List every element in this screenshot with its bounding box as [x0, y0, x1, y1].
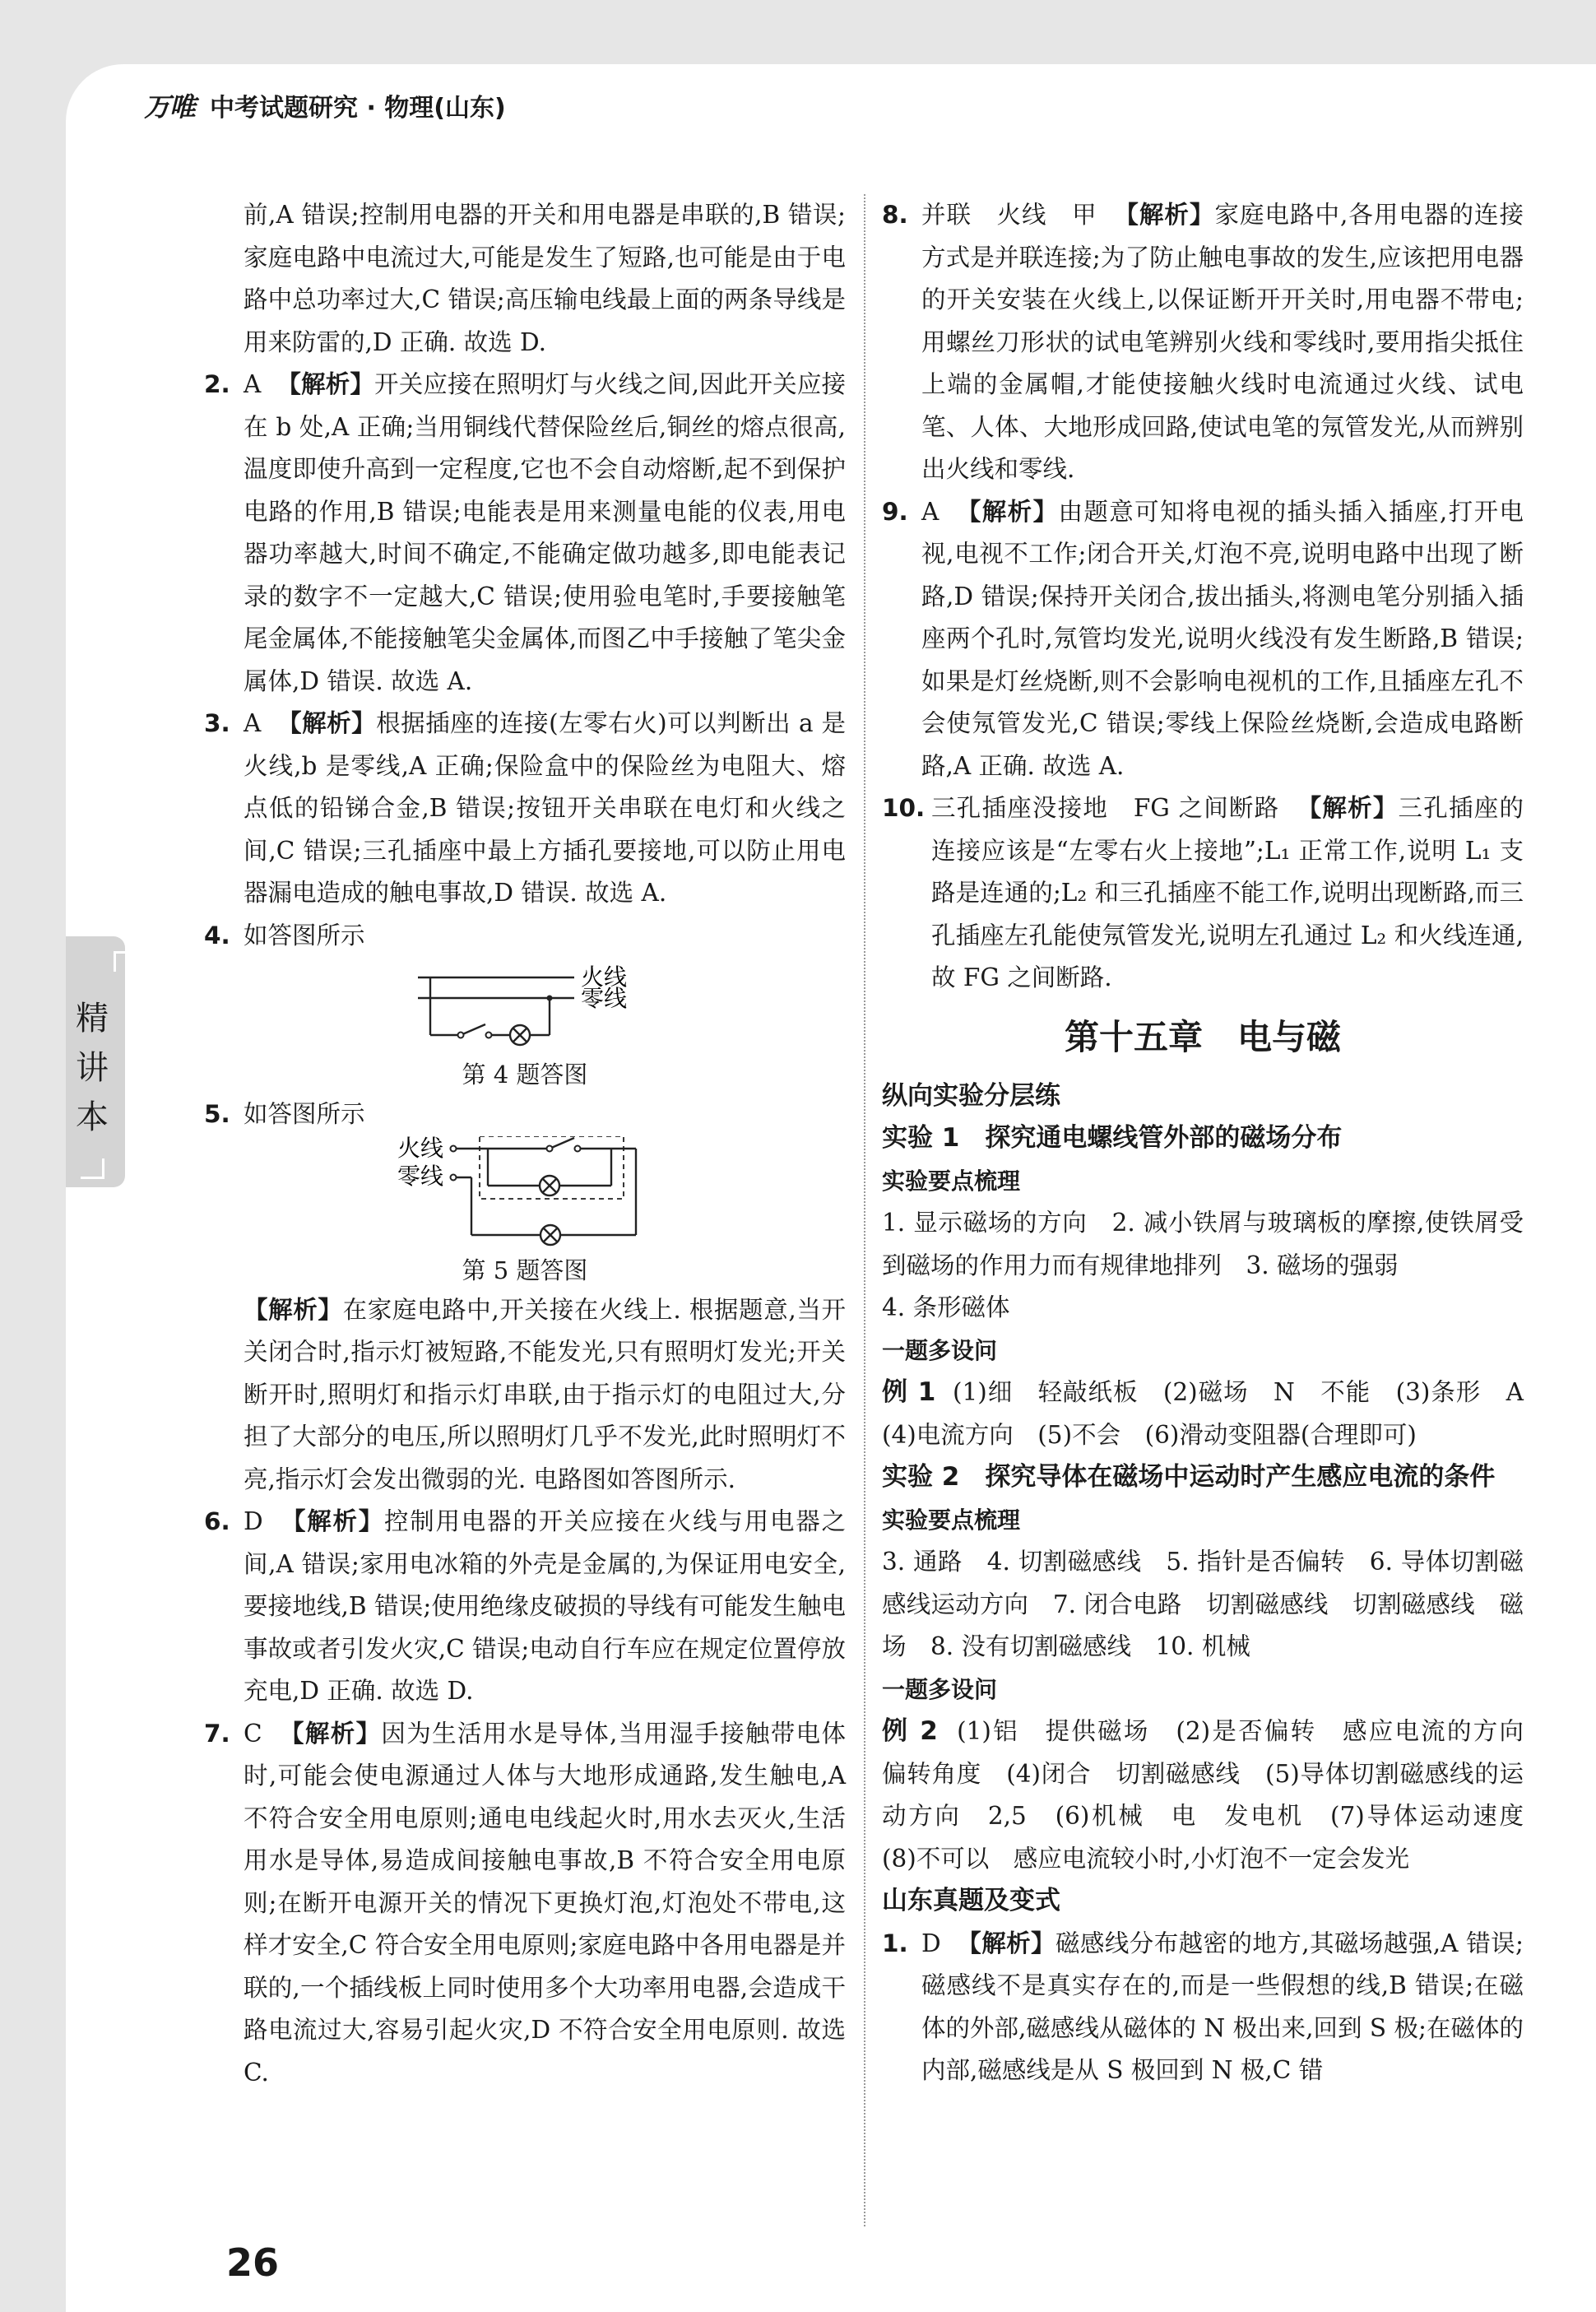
- example-text: (1)铝 提供磁场 (2)是否偏转 感应电流的方向 偏转角度 (4)闭合 切割磁感线 (5)导体切割磁感线的运动方向 2,5 (6)机械 电 发电机 (7)导体运动速度 (8)不可以 感应电流较小时,小灯泡不一定会发光: [882, 1717, 1548, 1873]
- item-number: 8.: [882, 201, 908, 229]
- page-header: [144, 81, 506, 130]
- experiment-1-title: 实验 1 探究通电螺线管外部的磁场分布: [882, 1123, 1343, 1153]
- example-2: [882, 1711, 1548, 1880]
- analysis-text: 控制用电器的开关应接在火线与用电器之间,A 错误;家用电冰箱的外壳是金属的,为保证用电安全,要接地线,B 错误;使用绝缘皮破损的导线有可能发生触电事故或者引发火灾,C 错误;电动自行车应在规定位置停放充电,D 正确. 故选 D.: [244, 1507, 846, 1705]
- subsection-heading: 实验要点梳理: [882, 1167, 1021, 1195]
- answer-item-6: [204, 1501, 846, 1713]
- figure-caption-4: 第 4 题答图: [462, 1061, 588, 1089]
- key-points-1: 1. 显示磁场的方向 2. 减小铁屑与玻璃板的摩擦,使铁屑受到磁场的作用力而有规律地排列 3. 磁场的强弱: [882, 1209, 1524, 1279]
- answer-choice: A: [244, 370, 262, 398]
- answer-choice: C: [244, 1719, 262, 1748]
- side-tab-char: 讲: [76, 1049, 109, 1087]
- page-number: 26: [226, 2240, 280, 2285]
- answer-item-9: [882, 491, 1524, 788]
- book-title: 中考试题研究 · 物理(山东): [210, 94, 506, 123]
- circuit-diagram-5: [389, 1136, 661, 1251]
- switch-contact: [486, 1033, 492, 1038]
- column-divider: [864, 194, 865, 2226]
- section-heading: 山东真题及变式: [882, 1886, 1060, 1915]
- answer-item-10: [882, 787, 1524, 1000]
- switch-contact: [458, 1033, 464, 1038]
- subsection-heading: 一题多设问: [882, 1336, 998, 1364]
- neutral-wire-label: 零线: [581, 985, 628, 1012]
- example-text: (1)细 轻敲纸板 (2)磁场 N 不能 (3)条形 A (4)电流方向 (5)不会 (6)滑动变阻器(合理即可): [882, 1378, 1548, 1449]
- item-number: 7.: [204, 1719, 230, 1748]
- answer-item-5: [204, 1093, 846, 1136]
- side-tab-label: [76, 994, 109, 1142]
- item-text: 如答图所示: [244, 921, 365, 949]
- item-number: 5.: [204, 1100, 230, 1128]
- analysis-text: 开关应接在照明灯与火线之间,因此开关应接在 b 处,A 正确;当用铜线代替保险丝后,铜丝的熔点很高,温度即使升高到一定程度,它也不会自动熔断,起不到保护电路的作用,B 错误;电能表是用来测量电能的仪表,用电器功率越大,时间不确定,不能确定做功越多,即电能表记录的数字不一定越大,C 错误;使用验电笔时,手要接触笔尾金属体,不能接触笔尖金属体,而图乙中手接触了笔尖金属体,D 错误. 故选 A.: [244, 370, 846, 695]
- page: [66, 64, 1596, 2312]
- answer-item-4: [204, 915, 846, 958]
- experiment-2-title: 实验 2 探究导体在磁场中运动时产生感应电流的条件: [882, 1462, 1496, 1492]
- answer-item-8: [882, 194, 1524, 491]
- answer-item-2: [204, 364, 846, 703]
- answer-choice: A: [921, 497, 940, 526]
- item-number: 10.: [882, 794, 926, 822]
- answer-text: 三孔插座没接地 FG 之间断路: [931, 794, 1280, 822]
- terminal: [451, 1145, 457, 1151]
- subsection-heading: 实验要点梳理: [882, 1506, 1021, 1534]
- terminal: [451, 1174, 457, 1180]
- answer-text: 并联 火线 甲: [921, 201, 1097, 229]
- example-label: 例 1: [882, 1377, 936, 1407]
- example-label: 例 2: [882, 1716, 938, 1746]
- analysis-text: 因为生活用水是导体,当用湿手接触带电体时,可能会使电源通过人体与大地形成通路,发生触电,A 不符合安全用电原则;通电电线起火时,用水去灭火,生活用水是导体,易造成间接触电事故,B 不符合安全用电原则;在断开电源开关的情况下更换灯泡,灯泡处不带电,这样才安全,C 符合安全用电原则;家庭电路中各用电器是并联的,一个插线板上同时使用多个大功率用电器,会造成干路电流过大,容易引起火灾,D 不符合安全用电原则. 故选 C.: [244, 1719, 846, 2087]
- analysis-text: 由题意可知将电视的插头插入插座,打开电视,电视不工作;闭合开关,灯泡不亮,说明电路中出现了断路,D 错误;保持开关闭合,拔出插头,将测电笔分别插入插座两个孔时,氖管均发光,说明火线没有发生断路,B 错误;如果是灯丝烧断,则不会影响电视机的工作,且插座左孔不会使氖管发光,C 错误;零线上保险丝烧断,会造成电路断路,A 正确. 故选 A.: [921, 497, 1524, 780]
- chapter-title: 第十五章 电与磁: [1064, 1016, 1341, 1057]
- neutral-wire-label: 零线: [397, 1162, 444, 1190]
- item-1-continued: 前,A 错误;控制用电器的开关和用电器是串联的,B 错误;家庭电路中电流过大,可能是发生了短路,也可能是由于电路中总功率过大,C 错误;高压输电线最上面的两条导线是用来防雷的,D 正确. 故选 D.: [244, 201, 846, 356]
- subsection-heading: 一题多设问: [882, 1675, 998, 1703]
- item-number: 1.: [882, 1929, 908, 1957]
- item-number: 2.: [204, 370, 230, 398]
- right-column: [882, 194, 1548, 2092]
- answer-choice: D: [244, 1507, 263, 1535]
- item-number: 4.: [204, 921, 230, 949]
- item-number: 6.: [204, 1507, 230, 1535]
- answer-item-7: [204, 1713, 846, 2095]
- analysis-text: 在家庭电路中,开关接在火线上. 根据题意,当开关闭合时,指示灯被短路,不能发光,只有照明灯发光;开关断开时,照明灯和指示灯串联,由于指示灯的电阻过大,分担了大部分的电压,所以照明灯几乎不发光,此时照明灯不亮,指示灯会发出微弱的光. 电路图如答图所示.: [244, 1295, 846, 1493]
- analysis-tag: 【解析】: [280, 1719, 382, 1748]
- item-5-analysis: [204, 1289, 846, 1502]
- answer-choice: A: [244, 709, 262, 737]
- key-points-2: 3. 通路 4. 切割磁感线 5. 指针是否偏转 6. 导体切割磁感线运动方向 7. 闭合电路 切割磁感线 切割磁感线 磁场 8. 没有切割磁感线 10. 机械: [882, 1548, 1524, 1660]
- analysis-text: 磁感线分布越密的地方,其磁场越强,A 错误;磁感线不是真实存在的,而是一些假想的线,B 错误;在磁体的外部,磁感线从磁体的 N 极出来,回到 S 极;在磁体的内部,磁感线是从 S 极回到 N 极,C 错: [921, 1929, 1524, 2084]
- analysis-tag: 【解析】: [276, 370, 375, 398]
- bracket-decoration: [114, 951, 137, 972]
- analysis-text: 三孔插座的连接应该是“左零右火上接地”;L₁ 正常工作,说明 L₁ 支路是连通的;L₂ 和三孔插座不能工作,说明出现断路,而三孔插座左孔能使氖管发光,说明左孔通过 L₂ 和火线连通,故 FG 之间断路.: [931, 794, 1524, 991]
- brand-logo: 万唯: [144, 91, 196, 123]
- side-tab[interactable]: [66, 936, 125, 1187]
- side-tab-char: 本: [76, 1098, 109, 1136]
- item-text: 如答图所示: [244, 1100, 365, 1128]
- circuit-diagram-4: [393, 957, 656, 1056]
- analysis-tag: 【解析】: [277, 709, 377, 737]
- side-tab-char: 精: [76, 1000, 109, 1038]
- example-1: [882, 1372, 1548, 1456]
- analysis-tag: 【解析】: [1114, 201, 1215, 229]
- answer-item-3: [204, 703, 846, 915]
- item-number: 3.: [204, 709, 230, 737]
- analysis-tag: 【解析】: [1297, 794, 1399, 822]
- analysis-text: 家庭电路中,各用电器的连接方式是并联连接;为了防止触电事故的发生,应该把用电器的开关安装在火线上,以保证断开开关时,用电器不带电;用螺丝刀形状的试电笔辨别火线和零线时,要用指尖抵住上端的金属帽,才能使接触火线时电流通过火线、试电笔、人体、大地形成回路,使试电笔的氖管发光,从而辨别出火线和零线.: [921, 201, 1524, 483]
- analysis-tag: 【解析】: [244, 1295, 343, 1324]
- analysis-text: 根据插座的连接(左零右火)可以判断出 a 是火线,b 是零线,A 正确;保险盒中的保险丝为电阻大、熔点低的铅锑合金,B 错误;按钮开关串联在电灯和火线之间,C 错误;三孔插座中最上方插孔要接地,可以防止用电器漏电造成的触电事故,D 错误. 故选 A.: [244, 709, 846, 907]
- bracket-decoration: [81, 1158, 104, 1179]
- answer-choice: D: [921, 1929, 941, 1957]
- analysis-tag: 【解析】: [957, 1929, 1055, 1957]
- real-question-1: [882, 1923, 1524, 2092]
- analysis-tag: 【解析】: [281, 1507, 384, 1535]
- junction-dot: [547, 996, 553, 1001]
- switch-contact: [575, 1145, 581, 1151]
- switch-contact: [547, 1145, 553, 1151]
- live-wire-label: 火线: [581, 963, 628, 991]
- item-number: 9.: [882, 497, 908, 526]
- figure-caption-5: 第 5 题答图: [462, 1256, 588, 1284]
- live-wire-label: 火线: [397, 1135, 444, 1162]
- section-heading: 纵向实验分层练: [882, 1080, 1060, 1111]
- key-points-1b: 4. 条形磁体: [882, 1293, 1010, 1321]
- left-column: [204, 194, 846, 2094]
- analysis-tag: 【解析】: [956, 497, 1059, 526]
